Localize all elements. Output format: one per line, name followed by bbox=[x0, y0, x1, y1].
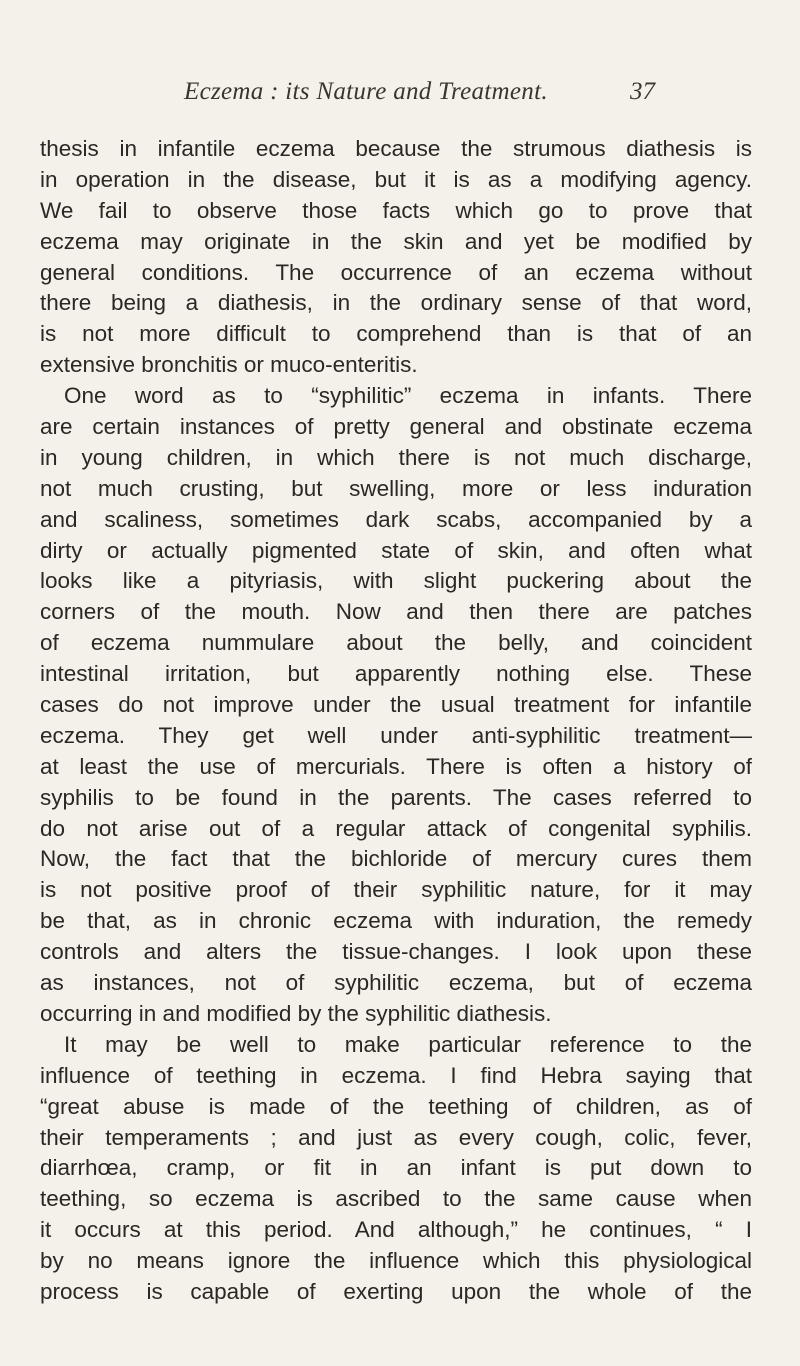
text-line: eczema. They get well under anti-syphilitic treatment— bbox=[40, 722, 752, 748]
text-line: as instances, not of syphilitic eczema, but of eczema bbox=[40, 970, 752, 996]
text-line: “great abuse is made of the teething of children, as of bbox=[40, 1093, 752, 1119]
running-title: Eczema : its Nature and Treatment. bbox=[184, 78, 548, 105]
text-line: by no means ignore the influence which this physiological bbox=[40, 1248, 752, 1274]
text-line: it occurs at this period. And although,” he continues, “ I bbox=[40, 1217, 752, 1243]
running-head bbox=[0, 78, 800, 112]
text-line: be that, as in chronic eczema with induration, the remedy bbox=[40, 908, 752, 934]
text-line: looks like a pityriasis, with slight puckering about the bbox=[40, 568, 752, 594]
text-line: process is capable of exerting upon the whole of the bbox=[40, 1278, 752, 1304]
text-line: diarrhœa, cramp, or fit in an infant is put down to bbox=[40, 1155, 752, 1181]
text-line: We fail to observe those facts which go to prove that bbox=[40, 197, 752, 223]
text-line: controls and alters the tissue-changes. I look upon these bbox=[40, 939, 752, 965]
paragraph-start-line: It may be well to make particular reference to the bbox=[64, 1031, 752, 1057]
paragraph-start-line: One word as to “syphilitic” eczema in infants. There bbox=[64, 383, 752, 409]
text-line: there being a diathesis, in the ordinary sense of that word, bbox=[40, 290, 752, 316]
text-line: corners of the mouth. Now and then there are patches bbox=[40, 599, 752, 625]
text-line: dirty or actually pigmented state of skin, and often what bbox=[40, 537, 752, 563]
text-line: in operation in the disease, but it is as a modifying agency. bbox=[40, 166, 752, 192]
text-line: cases do not improve under the usual treatment for infantile bbox=[40, 692, 752, 718]
text-line: not much crusting, but swelling, more or less induration bbox=[40, 475, 752, 501]
text-line: extensive bronchitis or muco-enteritis. bbox=[40, 352, 418, 378]
text-line: and scaliness, sometimes dark scabs, accompanied by a bbox=[40, 506, 752, 532]
text-line: occurring in and modified by the syphilitic diathesis. bbox=[40, 1000, 552, 1026]
text-line: in young children, in which there is not much discharge, bbox=[40, 444, 752, 470]
text-line: is not more difficult to comprehend than is that of an bbox=[40, 321, 752, 347]
text-line: do not arise out of a regular attack of congenital syphilis. bbox=[40, 815, 752, 841]
text-line: syphilis to be found in the parents. The cases referred to bbox=[40, 784, 752, 810]
body-text bbox=[40, 134, 752, 1308]
text-line: is not positive proof of their syphilitic nature, for it may bbox=[40, 877, 752, 903]
text-line: are certain instances of pretty general and obstinate eczema bbox=[40, 414, 752, 440]
text-line: Now, the fact that the bichloride of mercury cures them bbox=[40, 846, 752, 872]
text-line: at least the use of mercurials. There is often a history of bbox=[40, 753, 752, 779]
text-line: their temperaments ; and just as every cough, colic, fever, bbox=[40, 1124, 752, 1150]
text-line: of eczema nummulare about the belly, and coincident bbox=[40, 630, 752, 656]
text-line: thesis in infantile eczema because the strumous diathesis is bbox=[40, 136, 752, 161]
text-line: eczema may originate in the skin and yet be modified by bbox=[40, 228, 752, 254]
text-line: intestinal irritation, but apparently nothing else. These bbox=[40, 661, 752, 687]
page-number: 37 bbox=[630, 78, 655, 105]
text-line: influence of teething in eczema. I find Hebra saying that bbox=[40, 1062, 752, 1088]
text-line: teething, so eczema is ascribed to the same cause when bbox=[40, 1186, 752, 1212]
text-line: general conditions. The occurrence of an eczema without bbox=[40, 259, 752, 285]
